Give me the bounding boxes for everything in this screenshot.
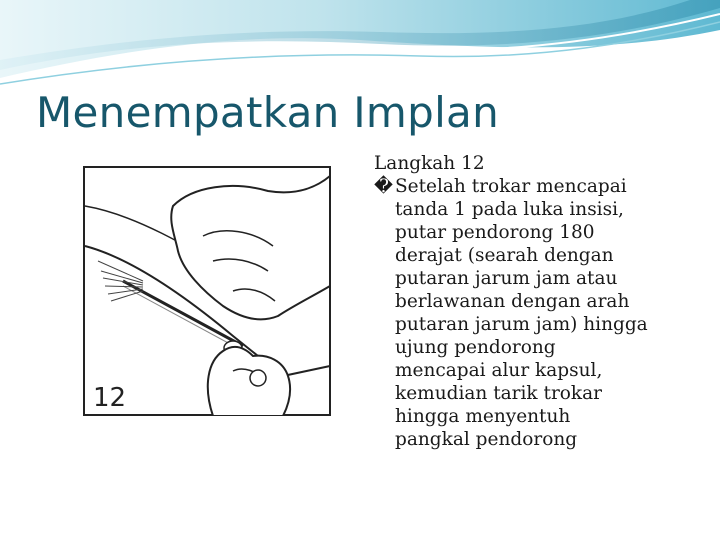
step-bullet (374, 175, 704, 451)
bullet-text-line: ujung pendorong (395, 337, 556, 358)
bullet-text-line: putaran jarum jam atau (395, 268, 618, 289)
bullet-text-line: pangkal pendorong (395, 429, 578, 450)
bullet-text-line: mencapai alur kapsul, (395, 360, 603, 381)
bullet-text-line: Setelah trokar mencapai (394, 176, 627, 197)
slide-title: Menempatkan Implan (36, 88, 499, 137)
bullet-text-line: putar pendorong 180 (395, 222, 595, 243)
bullet-text-line: hingga menyentuh (395, 406, 571, 427)
step-description (374, 152, 704, 451)
hands-trocar-illustration (83, 166, 331, 416)
bullet-text-line: tanda 1 pada luka insisi, (395, 199, 624, 220)
bullet-text-line: derajat (searah dengan (395, 245, 614, 266)
figure-number-label: 12 (93, 383, 127, 413)
implant-insertion-figure (83, 166, 331, 416)
bullet-text-line: putaran jarum jam) hingga (395, 314, 648, 335)
bullet-text-line: kemudian tarik trokar (395, 383, 603, 404)
header-wave-banner (0, 0, 720, 90)
step-heading: Langkah 12 (374, 153, 485, 174)
bullet-text-line: berlawanan dengan arah (395, 291, 630, 312)
wave-graphic (0, 0, 720, 90)
bullet-marker-icon: � (374, 176, 393, 197)
